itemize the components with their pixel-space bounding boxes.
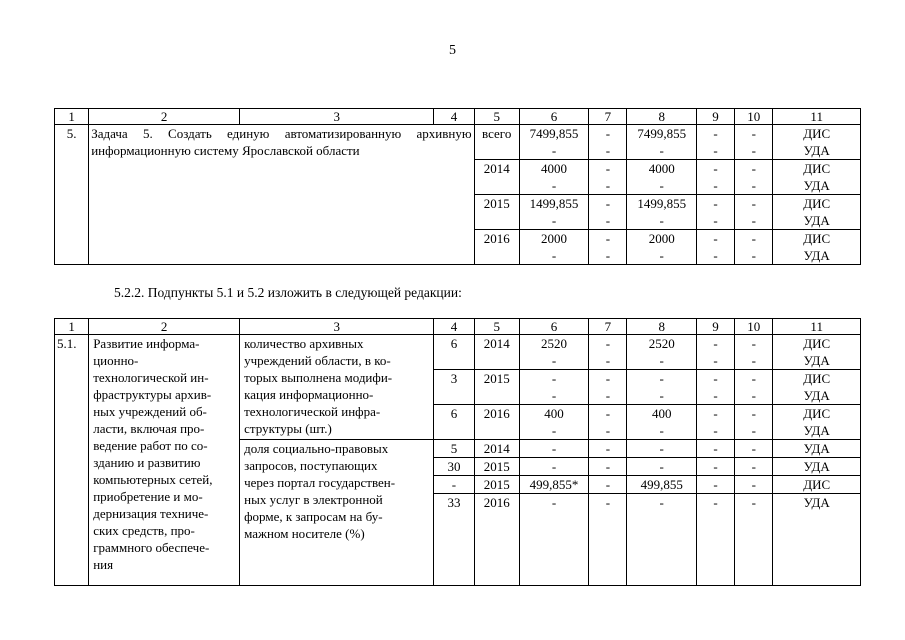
executor-cell: УДА xyxy=(773,440,861,458)
value-cell: - xyxy=(696,440,734,458)
value-cell: 2520 - xyxy=(627,335,696,370)
value-cell: 1499,855 - xyxy=(627,195,696,230)
value-cell: - xyxy=(735,440,773,458)
value-cell: - - xyxy=(589,230,627,265)
header-cell: 10 xyxy=(735,109,773,125)
value-cell: - xyxy=(589,458,627,476)
value-cell: - - xyxy=(696,160,734,195)
task-number: 5. xyxy=(55,125,89,265)
header-cell: 4 xyxy=(434,319,474,335)
period-cell: 2015 xyxy=(474,458,519,476)
value-cell: - xyxy=(696,458,734,476)
period-cell: 2015 xyxy=(474,370,519,405)
value-cell: - - xyxy=(735,195,773,230)
indicator-archives-count: количество архивных учреждений области, в ко- торых выполнена модифи- кация информационно- технологической инфра- структуры (шт.) xyxy=(240,335,434,440)
period-cell: 2015 xyxy=(474,476,519,494)
task-description: Задача 5. Создать единую автоматизированную архивную информационную систему Ярославской области xyxy=(89,125,474,265)
indicator-value-cell: 30 xyxy=(434,458,474,476)
value-cell: - - xyxy=(589,335,627,370)
value-cell: - - xyxy=(735,230,773,265)
header-cell: 5 xyxy=(474,109,519,125)
subitem-5-1-table xyxy=(54,318,861,586)
value-cell: - xyxy=(696,476,734,494)
header-cell: 7 xyxy=(589,319,627,335)
value-cell: - - xyxy=(735,370,773,405)
period-cell: 2016 xyxy=(474,494,519,586)
indicator-value-cell: 6 xyxy=(434,335,474,370)
indicator-requests-share: доля социально-правовых запросов, поступающих через портал государствен- ных услуг в электронной форме, к запросам на бу- мажном носителе (%) xyxy=(240,440,434,586)
header-cell: 6 xyxy=(519,109,588,125)
header-cell: 3 xyxy=(240,319,434,335)
executor-cell: УДА xyxy=(773,494,861,586)
header-cell: 8 xyxy=(627,319,696,335)
value-cell: 400 - xyxy=(519,405,588,440)
table-row xyxy=(55,335,861,370)
header-cell: 1 xyxy=(55,319,89,335)
value-cell: - - xyxy=(735,160,773,195)
executor-cell: ДИС УДА xyxy=(773,195,861,230)
header-cell: 11 xyxy=(773,319,861,335)
period-cell: 2014 xyxy=(474,335,519,370)
table-row xyxy=(55,125,861,160)
task-5-table xyxy=(54,108,861,265)
executor-cell: ДИС УДА xyxy=(773,370,861,405)
value-cell: - - xyxy=(519,370,588,405)
header-cell: 7 xyxy=(589,109,627,125)
executor-cell: ДИС УДА xyxy=(773,125,861,160)
table-header-row xyxy=(55,319,861,335)
period-cell: 2015 xyxy=(474,195,519,230)
period-cell: 2014 xyxy=(474,160,519,195)
value-cell: - - xyxy=(589,160,627,195)
value-cell: - xyxy=(519,440,588,458)
value-cell: - - xyxy=(696,125,734,160)
value-cell: 400 - xyxy=(627,405,696,440)
value-cell: 7499,855 - xyxy=(627,125,696,160)
header-cell: 5 xyxy=(474,319,519,335)
value-cell: 1499,855 - xyxy=(519,195,588,230)
value-cell: - - xyxy=(696,335,734,370)
value-cell: 499,855 xyxy=(627,476,696,494)
header-cell: 2 xyxy=(89,319,240,335)
value-cell: - - xyxy=(696,370,734,405)
value-cell: - xyxy=(696,494,734,586)
executor-cell: ДИС УДА xyxy=(773,160,861,195)
value-cell: - xyxy=(627,494,696,586)
value-cell: 2000 - xyxy=(627,230,696,265)
value-cell: - xyxy=(627,440,696,458)
value-cell: 499,855* xyxy=(519,476,588,494)
value-cell: - xyxy=(589,494,627,586)
executor-cell: ДИС УДА xyxy=(773,335,861,370)
item-number: 5.1. xyxy=(55,335,89,586)
value-cell: - - xyxy=(627,370,696,405)
value-cell: 2520 - xyxy=(519,335,588,370)
value-cell: 7499,855 - xyxy=(519,125,588,160)
value-cell: - - xyxy=(696,230,734,265)
value-cell: - xyxy=(519,494,588,586)
indicator-value-cell: 33 xyxy=(434,494,474,586)
period-cell: 2016 xyxy=(474,230,519,265)
value-cell: - - xyxy=(589,195,627,230)
period-cell: 2014 xyxy=(474,440,519,458)
header-cell: 9 xyxy=(696,109,734,125)
item-description: Развитие информа- ционно- технологической ин- фраструктуры архив- ных учреждений об- ласти, включая про- ведение работ по со- зданию и развитию компьютерных сетей, приобретение и мо- дернизация техниче- ских средств, про- граммного обеспече- ния xyxy=(89,335,240,586)
value-cell: - - xyxy=(589,370,627,405)
value-cell: - - xyxy=(735,335,773,370)
header-cell: 11 xyxy=(773,109,861,125)
header-cell: 3 xyxy=(240,109,434,125)
page-number: 5 xyxy=(449,43,456,58)
value-cell: 4000 - xyxy=(627,160,696,195)
period-cell: всего xyxy=(474,125,519,160)
value-cell: - xyxy=(589,476,627,494)
header-cell: 1 xyxy=(55,109,89,125)
value-cell: - xyxy=(519,458,588,476)
amendment-paragraph: 5.2.2. Подпункты 5.1 и 5.2 изложить в следующей редакции: xyxy=(114,285,462,300)
executor-cell: УДА xyxy=(773,458,861,476)
header-cell: 2 xyxy=(89,109,240,125)
value-cell: - - xyxy=(589,405,627,440)
period-cell: 2016 xyxy=(474,405,519,440)
value-cell: 2000 - xyxy=(519,230,588,265)
value-cell: - xyxy=(735,476,773,494)
value-cell: - xyxy=(589,440,627,458)
header-cell: 10 xyxy=(735,319,773,335)
indicator-value-cell: 6 xyxy=(434,405,474,440)
value-cell: - - xyxy=(696,405,734,440)
executor-cell: ДИС УДА xyxy=(773,405,861,440)
value-cell: - xyxy=(627,458,696,476)
value-cell: - - xyxy=(735,125,773,160)
value-cell: - - xyxy=(735,405,773,440)
executor-cell: ДИС УДА xyxy=(773,230,861,265)
value-cell: - xyxy=(735,458,773,476)
value-cell: 4000 - xyxy=(519,160,588,195)
indicator-value-cell: 3 xyxy=(434,370,474,405)
header-cell: 9 xyxy=(696,319,734,335)
value-cell: - - xyxy=(696,195,734,230)
value-cell: - - xyxy=(589,125,627,160)
executor-cell: ДИС xyxy=(773,476,861,494)
indicator-value-cell: 5 xyxy=(434,440,474,458)
header-cell: 8 xyxy=(627,109,696,125)
header-cell: 4 xyxy=(434,109,474,125)
header-cell: 6 xyxy=(519,319,588,335)
table-header-row xyxy=(55,109,861,125)
value-cell: - xyxy=(735,494,773,586)
indicator-value-cell: - xyxy=(434,476,474,494)
